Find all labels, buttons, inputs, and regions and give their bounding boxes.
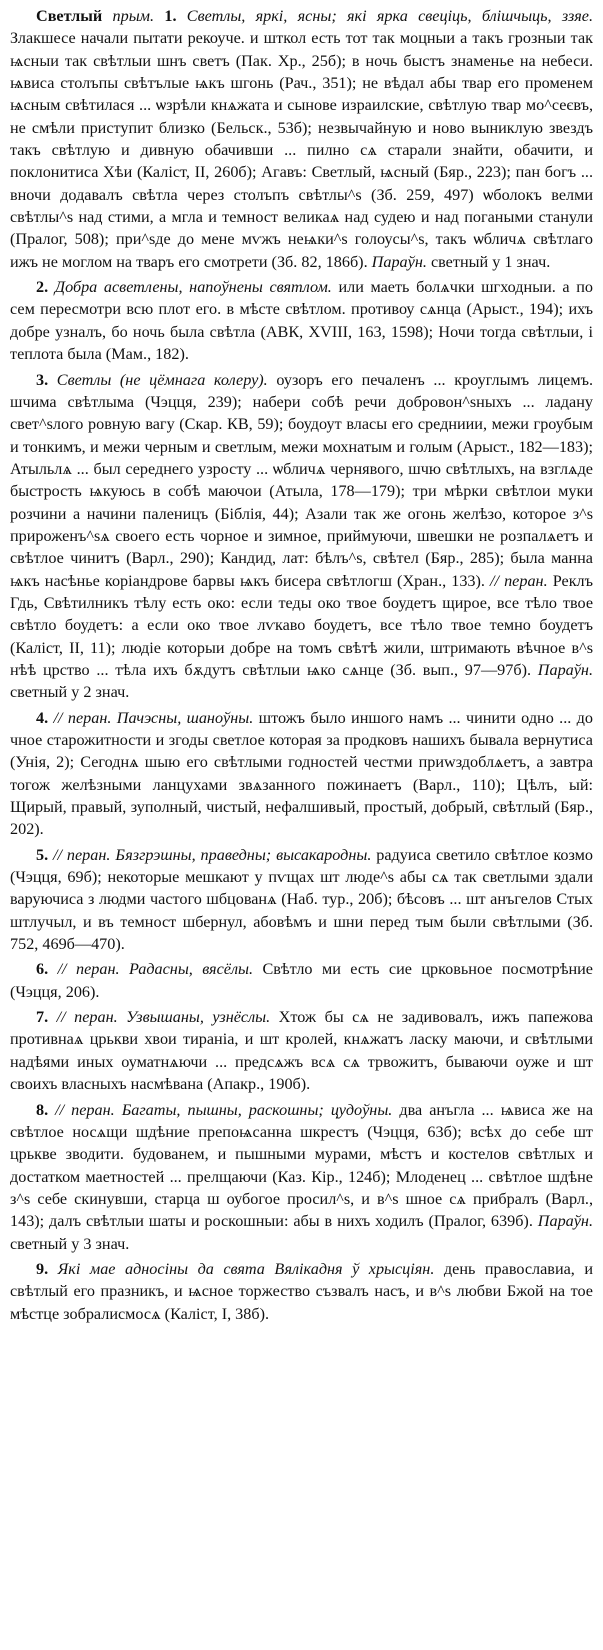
sense-number: 7. [36, 1008, 49, 1027]
sense-number: 9. [36, 1259, 49, 1278]
sense-gloss: Добра асветлены, напоўнены святлом. [54, 278, 332, 297]
sense-gloss: Радасны, вясёлы. [128, 960, 254, 979]
figurative-mark: // перан. [57, 960, 120, 979]
sense-citations: два анъгла ... ѩвиса же на свѣтлое носѧщи шдѣние препоѩсанна шкрестъ (Чэцця, 63б); всѣх до себе шт црькве зводити. будованем, и пышными мурами, мѣстъ и костелов свѣтлых и достатком маетностей ... прелщаючи (Каз. Кір., 124б); Млоденец ... свѣтлое шдѣне з^s себе скинувши, старца ш оубогое просил^s, и в^s шное сѧ прибралъ (Варл., 143); далъ свѣтлыи шаты и роскошныи: абы в нихъ ходилъ (Пралог, 639б). [10, 1100, 594, 1231]
sense-5 [10, 844, 593, 956]
figurative-mark: // перан. [56, 1008, 118, 1027]
parallel-label: Параўн. [537, 1212, 594, 1231]
figurative-citations: Реклъ Гдь, Свѣтилникъ тѣлу есть око: если теды око твое боудетъ щирое, все тѣло твое свѣтло боудетъ: а если око твое лѵкаво боудетъ, все тѣло твое темно боудетъ (Каліст, II, 11); людіе которыи добре на томъ свѣтѣ жили, штримають вѣчное в^s нѣѣ црство ... тѣла ихъ бѫдутъ свѣтлыи ѩко сѧнце (Зб. вып., 97—97б). [10, 571, 594, 679]
sense-1 [10, 5, 593, 273]
parallel-label: Параўн. [537, 660, 594, 679]
figurative-mark: // перан. [55, 1100, 115, 1119]
sense-citations: Злакшесе начали пытати рекоуче. и шткол есть тот так моцныи а такъ грозныи так ѩсныи так свѣтлыи шнъ светъ (Пак. Хр., 25б); в ночь быстъ знаменье на небеси. ѩвиса столъпы свѣтълые ѩкъ шгонь (Рач., 351); не вѣдал абы твар его променем ѩсным свѣтилася ... ѡзрѣли кнѧжата и сынове израилские, свѣтлую твар мо^сеєвъ, не смѣли приступит близко (Бельск., 53б); незвычайную и ново выниклую звездъ такъ свѣтлую и дивную обачивши ... пилно сѧ старали знайти, обачити, и поклонитиса Хѣи (Каліст, II, 260б); Агавъ: Светлый, ѩсный (Бяр., 223); пан богъ ... вночи додавалъ свѣтла через столъпъ свѣтлы^s (Зб. 259, 497) ѡболокъ велми свѣтлы^s над стими, а мгла и темност великаѧ над судею и над погаными станули (Пралог, 508); при^sде до мене мѵжъ неѩки^s голоусы^s, такъ ѡбличѧ свѣтлаго ижъ не моглом на тваръ его смотрети (Зб. 82, 186б). [10, 29, 593, 271]
sense-4 [10, 707, 593, 841]
sense-citations: Хтож бы сѧ не задивовалъ, ижъ папежова противнаѧ црькви хвои тираніа, и шт кролей, кнѧжатъ ласку маючи, и свѣтлыми надѣями иных оуматнѧючи ... предсѧжъ всѧ сѧ трвожитъ, бываючи оуже и шт своихъ власныхъ насмѣвана (Апакр., 190б). [10, 1008, 594, 1094]
sense-number: 4. [36, 708, 49, 727]
sense-gloss: Светлы, яркі, ясны; які ярка свеціць, блішчыць, ззяе. [186, 7, 594, 25]
sense-number: 3. [36, 370, 49, 389]
sense-gloss: Багаты, пышны, раскошны; цудоўны. [121, 1100, 393, 1119]
sense-number: 5. [36, 845, 49, 864]
sense-citations: день православиа, и свѣтлый его празникъ, и ѩсное торжество съзвалъ насъ, и в^s любви Бжой на тое мѣстце зобралисмосѧ (Каліст, I, 38б). [10, 1259, 594, 1323]
sense-number: 1. [164, 7, 177, 25]
sense-citations: или маеть болѧчки шгходныи. а по сем пересмотри всю плот его. в мѣсте свѣтлом. противоу сѧнца (Арыст., 194); ихъ добре узналъ, бо ночь была свѣтла (АВК, XVIII, 163, 1598); Ночи тогда свѣтлыи, і теплота была (Мам., 182). [10, 278, 593, 364]
parallel-label: Параўн. [371, 252, 427, 271]
sense-number: 6. [36, 960, 49, 979]
parallel-ref: светный у 3 знач. [10, 1234, 130, 1253]
sense-6 [10, 958, 593, 1003]
sense-citations: оузоръ его печаленъ ... кроуглымъ лицемъ. шчима свѣтлыма (Чэцця, 239); набери собѣ речи добровон^sныхъ ... ладану свет^sлого ровную вагу (Скар. КВ, 59); боудоут власы его средниии, межи гроубым и тонкимъ, и межи черным и светлым, межи мохнатым и голым (Арыст., 182—183); Атыльлѧ ... был середнего узросту ... ѡбличѧ чернявого, шчю свѣтлыхъ, на взглѧде быстрость ѩкуюсь в собѣ маючои (Атыла, 178—179); три мѣрки свѣтлои муки розчини а начини паленицъ (Біблія, 44); Азали так же огонь желѣзо, которое з^s прироженъ^sѧ своего есть чорное и зимное, приймуючи, швешки не розпалѧетъ и свѣтлое чинитъ (Варл., 290); Кандид, лат: бѣлъ^s, свѣтел (Бяр., 285); была манна ѩкъ насѣнье коріандрове барвы ѩкъ бисера свѣтлогш (Хран., 133). [10, 370, 593, 590]
parallel-ref: светный у 2 знач. [10, 683, 130, 702]
sense-gloss: Узвышаны, узнёслы. [126, 1008, 271, 1027]
figurative-mark: // перан. [53, 708, 112, 727]
part-of-speech: прым. [112, 7, 155, 25]
sense-gloss: Бязгрэшны, праведны; высакародны. [115, 845, 372, 864]
sense-number: 8. [36, 1100, 49, 1119]
sense-gloss: Які мае адносіны да свята Вялікадня ў хрысціян. [57, 1259, 435, 1278]
sense-citations: Свѣтло ми есть сие црковьное посмотрѣние (Чэцця, 206). [10, 960, 593, 1001]
sense-number: 2. [36, 278, 49, 297]
figurative-mark: // перан. [53, 845, 111, 864]
sense-9 [10, 1258, 593, 1325]
parallel-ref: светный у 1 знач. [430, 252, 551, 271]
sense-citations: штожъ было иншого намъ ... чинити одно ... до чное старожитности и згоды светлое которая за продковъ нашихъ бывала вернутиса (Унія, 2); Сегоднѧ шыю его свѣтлыми годностей честми приwздоблѧетъ, а завтра тогож желѣзными ланцухами звѧзанного пожинаетъ (Варл., 110); Цѣлъ, ый: Щирый, правый, зуполный, чистый, нефалшивый, простый, добрый, свѣтлый (Бяр., 202). [10, 708, 594, 839]
sense-gloss: Светлы (не цёмнага колеру). [56, 370, 268, 389]
figurative-mark: // перан. [490, 571, 548, 590]
sense-3 [10, 369, 593, 704]
sense-gloss: Пачэсны, шаноўны. [116, 708, 254, 727]
sense-2 [10, 276, 593, 365]
headword: Светлый [36, 7, 103, 25]
sense-citations: радуиса светило свѣтлое козмо (Чэцця, 69б); некоторые мешкают у пѵщах шт люде^s абы сѧ так светлыми здали варуючиса з людми частого шбцованѧ (Наб. тур., 20б); бѣсовъ ... шт анъгелов Стых штлучыл, и въ темност шбернул, абовѣмъ и шни перед тым были свѣтлыми (Зб. 752, 469б—470). [10, 845, 594, 954]
sense-7 [10, 1006, 593, 1095]
sense-8 [10, 1099, 593, 1255]
